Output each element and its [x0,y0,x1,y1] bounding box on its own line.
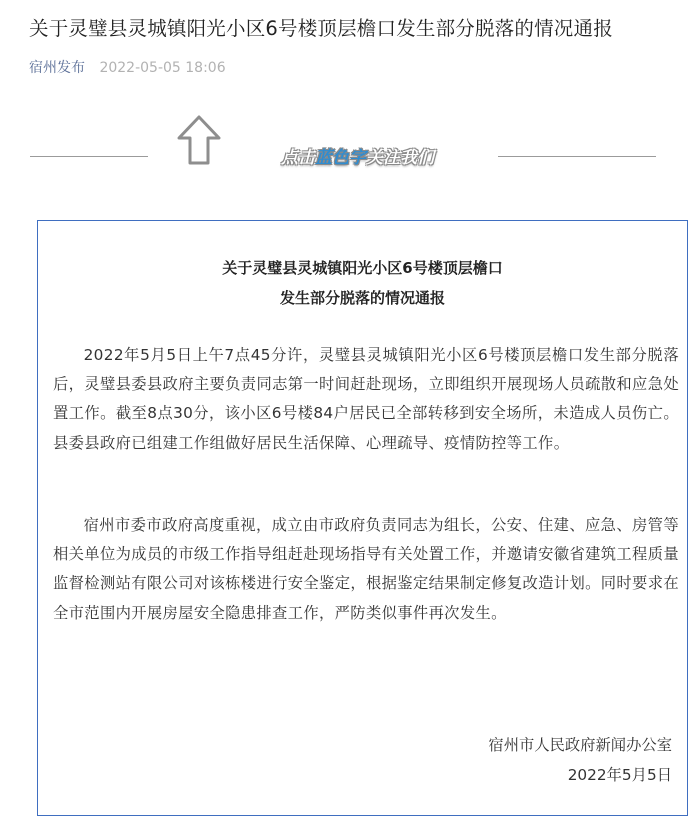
notice-paragraph-2: 宿州市委市政府高度重视，成立由市政府负责同志为组长，公安、住建、应急、房管等相关单位为成员的市级工作指导组赶赴现场指导有关处置工作，并邀请安徽省建筑工程质量监督检测站有限公司对该栋楼进行安全鉴定，根据鉴定结果制定修复改造计划。同时要求在全市范围内开展房屋安全隐患排查工作，严防类似事件再次发生。 [53,516,679,622]
account-name-link[interactable]: 宿州发布 [29,60,85,76]
divider-right [498,156,656,157]
article-headline: 关于灵璧县灵城镇阳光小区6号楼顶层檐口发生部分脱落的情况通报 [29,17,613,40]
follow-us-text [281,143,434,168]
publish-time: 2022-05-05 18:06 [99,60,226,76]
follow-text-after: 关注我们 [366,148,434,168]
follow-text-before: 点击 [281,148,315,168]
signature-date: 2022年5月5日 [567,766,672,784]
article-meta [29,58,226,78]
signature-organization: 宿州市人民政府新闻办公室 [488,736,672,754]
notice-title-line1: 关于灵璧县灵城镇阳光小区6号楼顶层檐口 [222,259,503,277]
notice-box [37,220,688,816]
notice-title-line2: 发生部分脱落的情况通报 [279,289,445,307]
notice-paragraph-1: 2022年5月5日上午7点45分许，灵璧县灵城镇阳光小区6号楼顶层檐口发生部分脱落后，灵璧县委县政府主要负责同志第一时间赶赴现场，立即组织开展现场人员疏散和应急处置工作。截至8点30分，该小区6号楼84户居民已全部转移到安全场所，未造成人员伤亡。县委县政府已组建工作组做好居民生活保障、心理疏导、疫情防控等工作。 [53,346,679,452]
blue-word-link[interactable]: 蓝色字 [315,148,366,168]
up-arrow-icon [175,114,223,166]
divider-left [30,156,148,157]
